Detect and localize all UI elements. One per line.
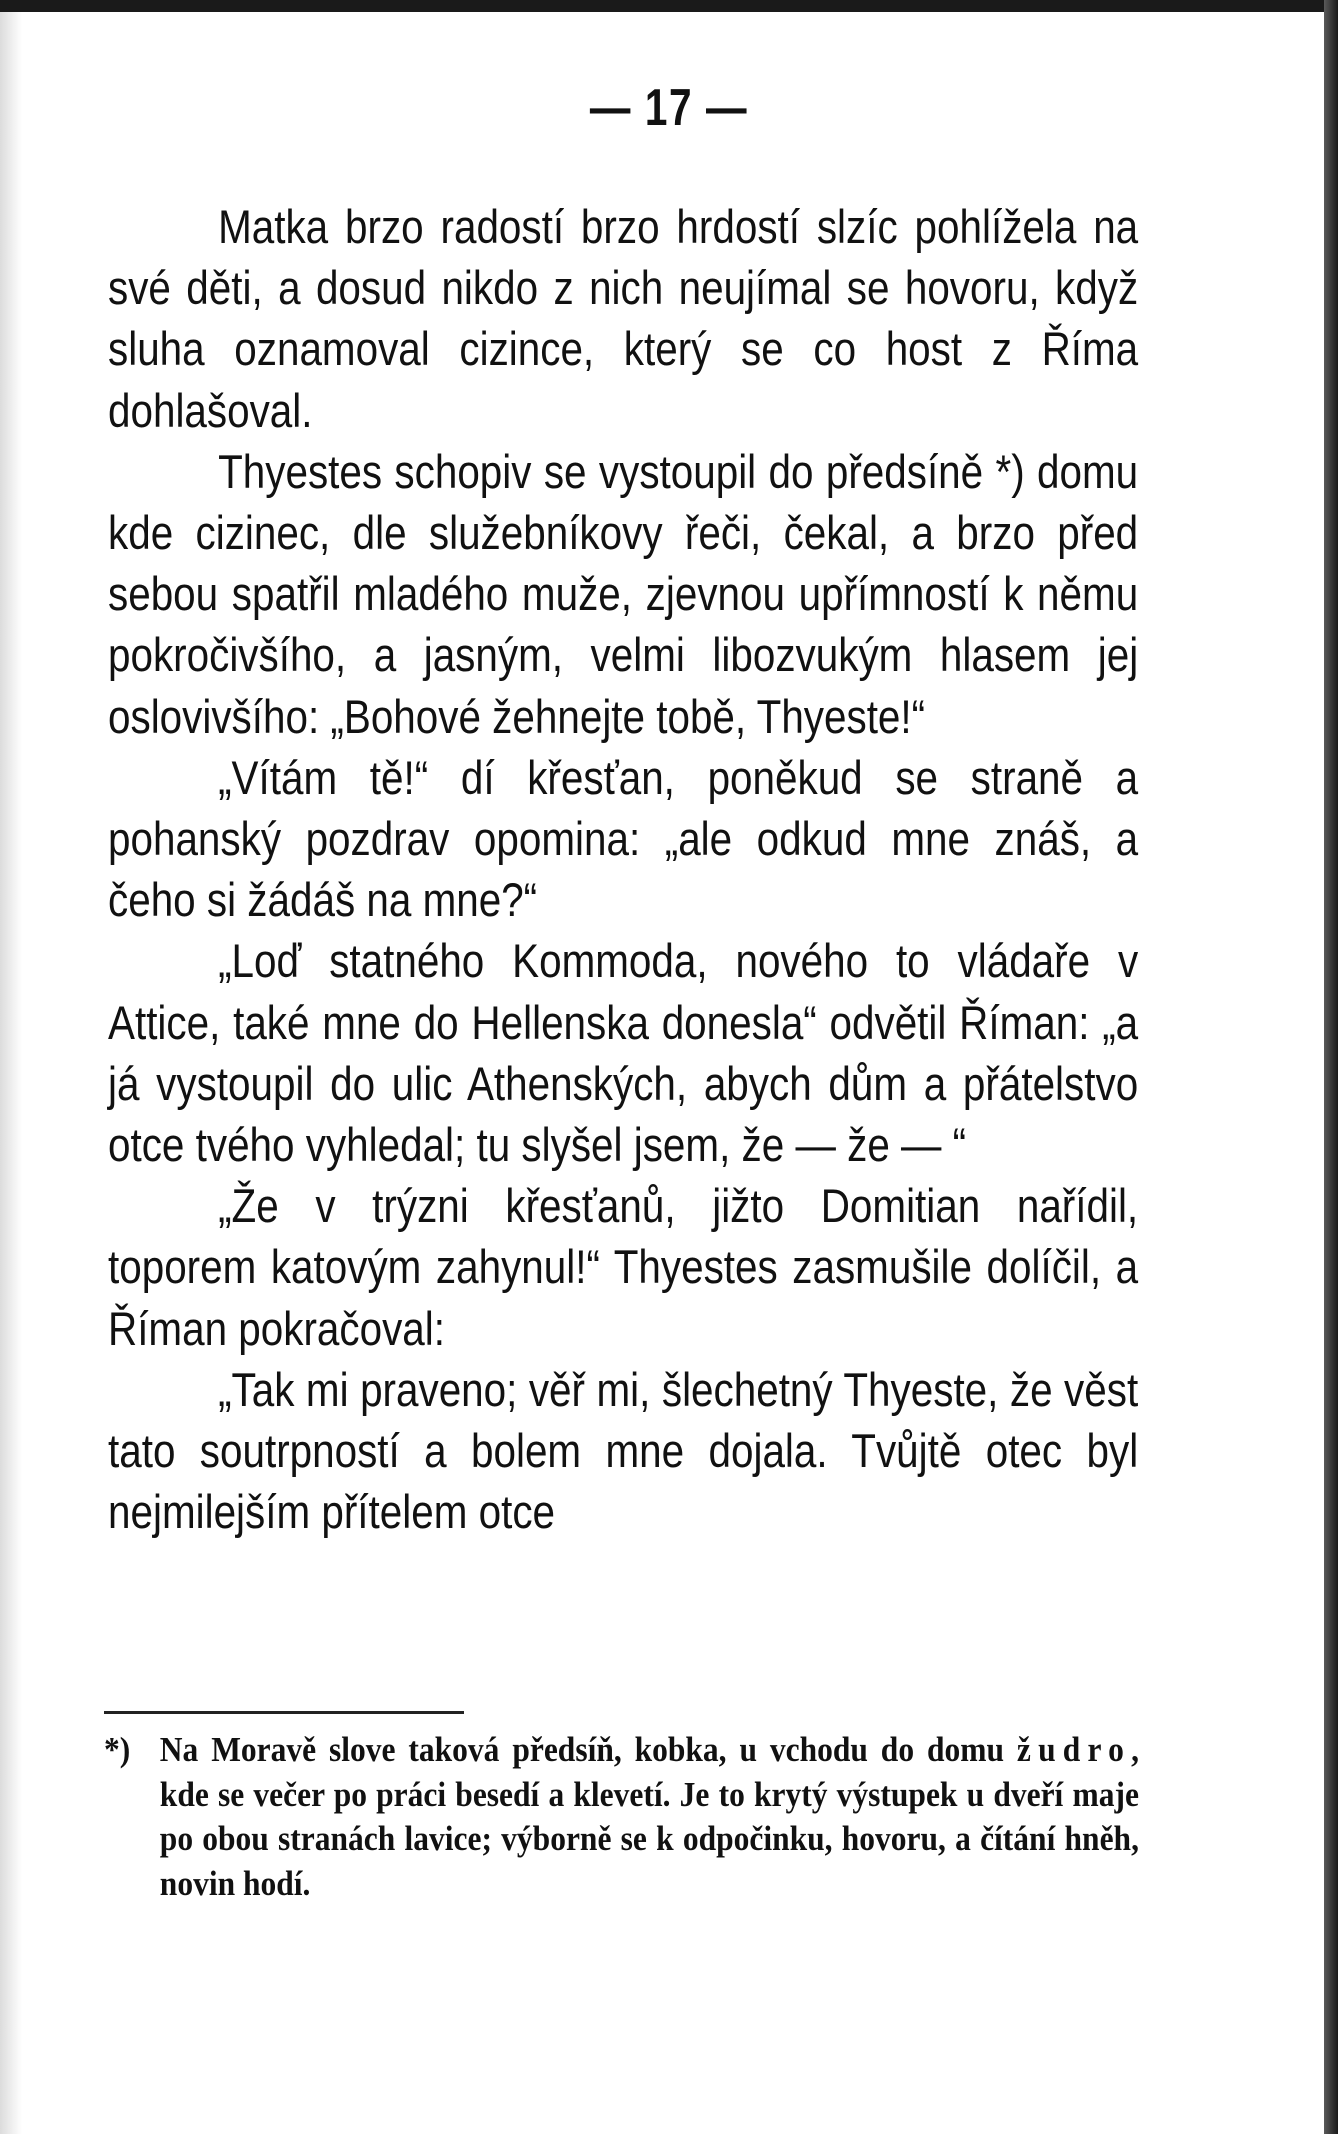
- footnote-spaced-word: žudro: [1016, 1730, 1132, 1769]
- footnote: [104, 1728, 1140, 1906]
- scan-top-border: [0, 0, 1338, 12]
- paragraph: Thyestes schopiv se vystoupil do předsíně *) domu kde cizinec, dle služebníkovy řeči, čekal, a brzo před sebou spatřil mladého muže, zjevnou upřímností k němu pokročivšího, a jasným, velmi libozvukým hlasem jej oslovivšího: „Bohové žehnejte tobě, Thyeste!“: [108, 444, 1139, 743]
- paragraph: „Že v trýzni křesťanů, jižto Domitian nařídil, toporem katovým zahynul!“ Thyestes zasmušile dolíčil, a Říman pokračoval:: [108, 1179, 1139, 1355]
- paragraph: „Vítám tě!“ dí křesťan, poněkud se straně a pohanský pozdrav opomina: „ale odkud mne znáš, a čeho si žádáš na mne?“: [108, 750, 1139, 927]
- paragraph: „Loď statného Kommoda, nového to vládaře v Attice, také mne do Hellenska donesla“ odvětil Říman: „a já vystoupil do ulic Athenských, abych dům a přátelstvo otce tvého vyhledal; tu slyšel jsem, že — že — “: [108, 934, 1139, 1172]
- footnote-text-start: Na Moravě slove taková předsíň, kobka, u vchodu do domu: [159, 1730, 1017, 1769]
- paragraph: Matka brzo radostí brzo hrdostí slzíc pohlížela na své děti, a dosud nikdo z nich neujímal se hovoru, když sluha oznamoval cizince, který se co host z Říma dohlašoval.: [108, 200, 1139, 437]
- main-text: [108, 196, 1138, 1542]
- footnote-marker: *): [104, 1730, 131, 1769]
- page-number: — 17 —: [589, 79, 749, 137]
- footnote-text: [160, 1728, 1139, 1906]
- footnote-divider: [104, 1711, 464, 1714]
- paragraph: „Tak mi praveno; věř mi, šlechetný Thyeste, že věst tato soutrpností a bolem mne dojala. Tvůjtě otec byl nejmilejším přítelem otce: [108, 1362, 1139, 1539]
- footnote-text-end: , kde se večer po práci besedí a klevetí. Je to krytý výstupek u dveří maje po obou stranách lavice; výborně se k odpočinku, hovoru, a čítání hněh, novin hodí.: [159, 1730, 1139, 1903]
- page-left-shadow: [0, 0, 22, 2134]
- scan-right-border: [1324, 0, 1338, 2134]
